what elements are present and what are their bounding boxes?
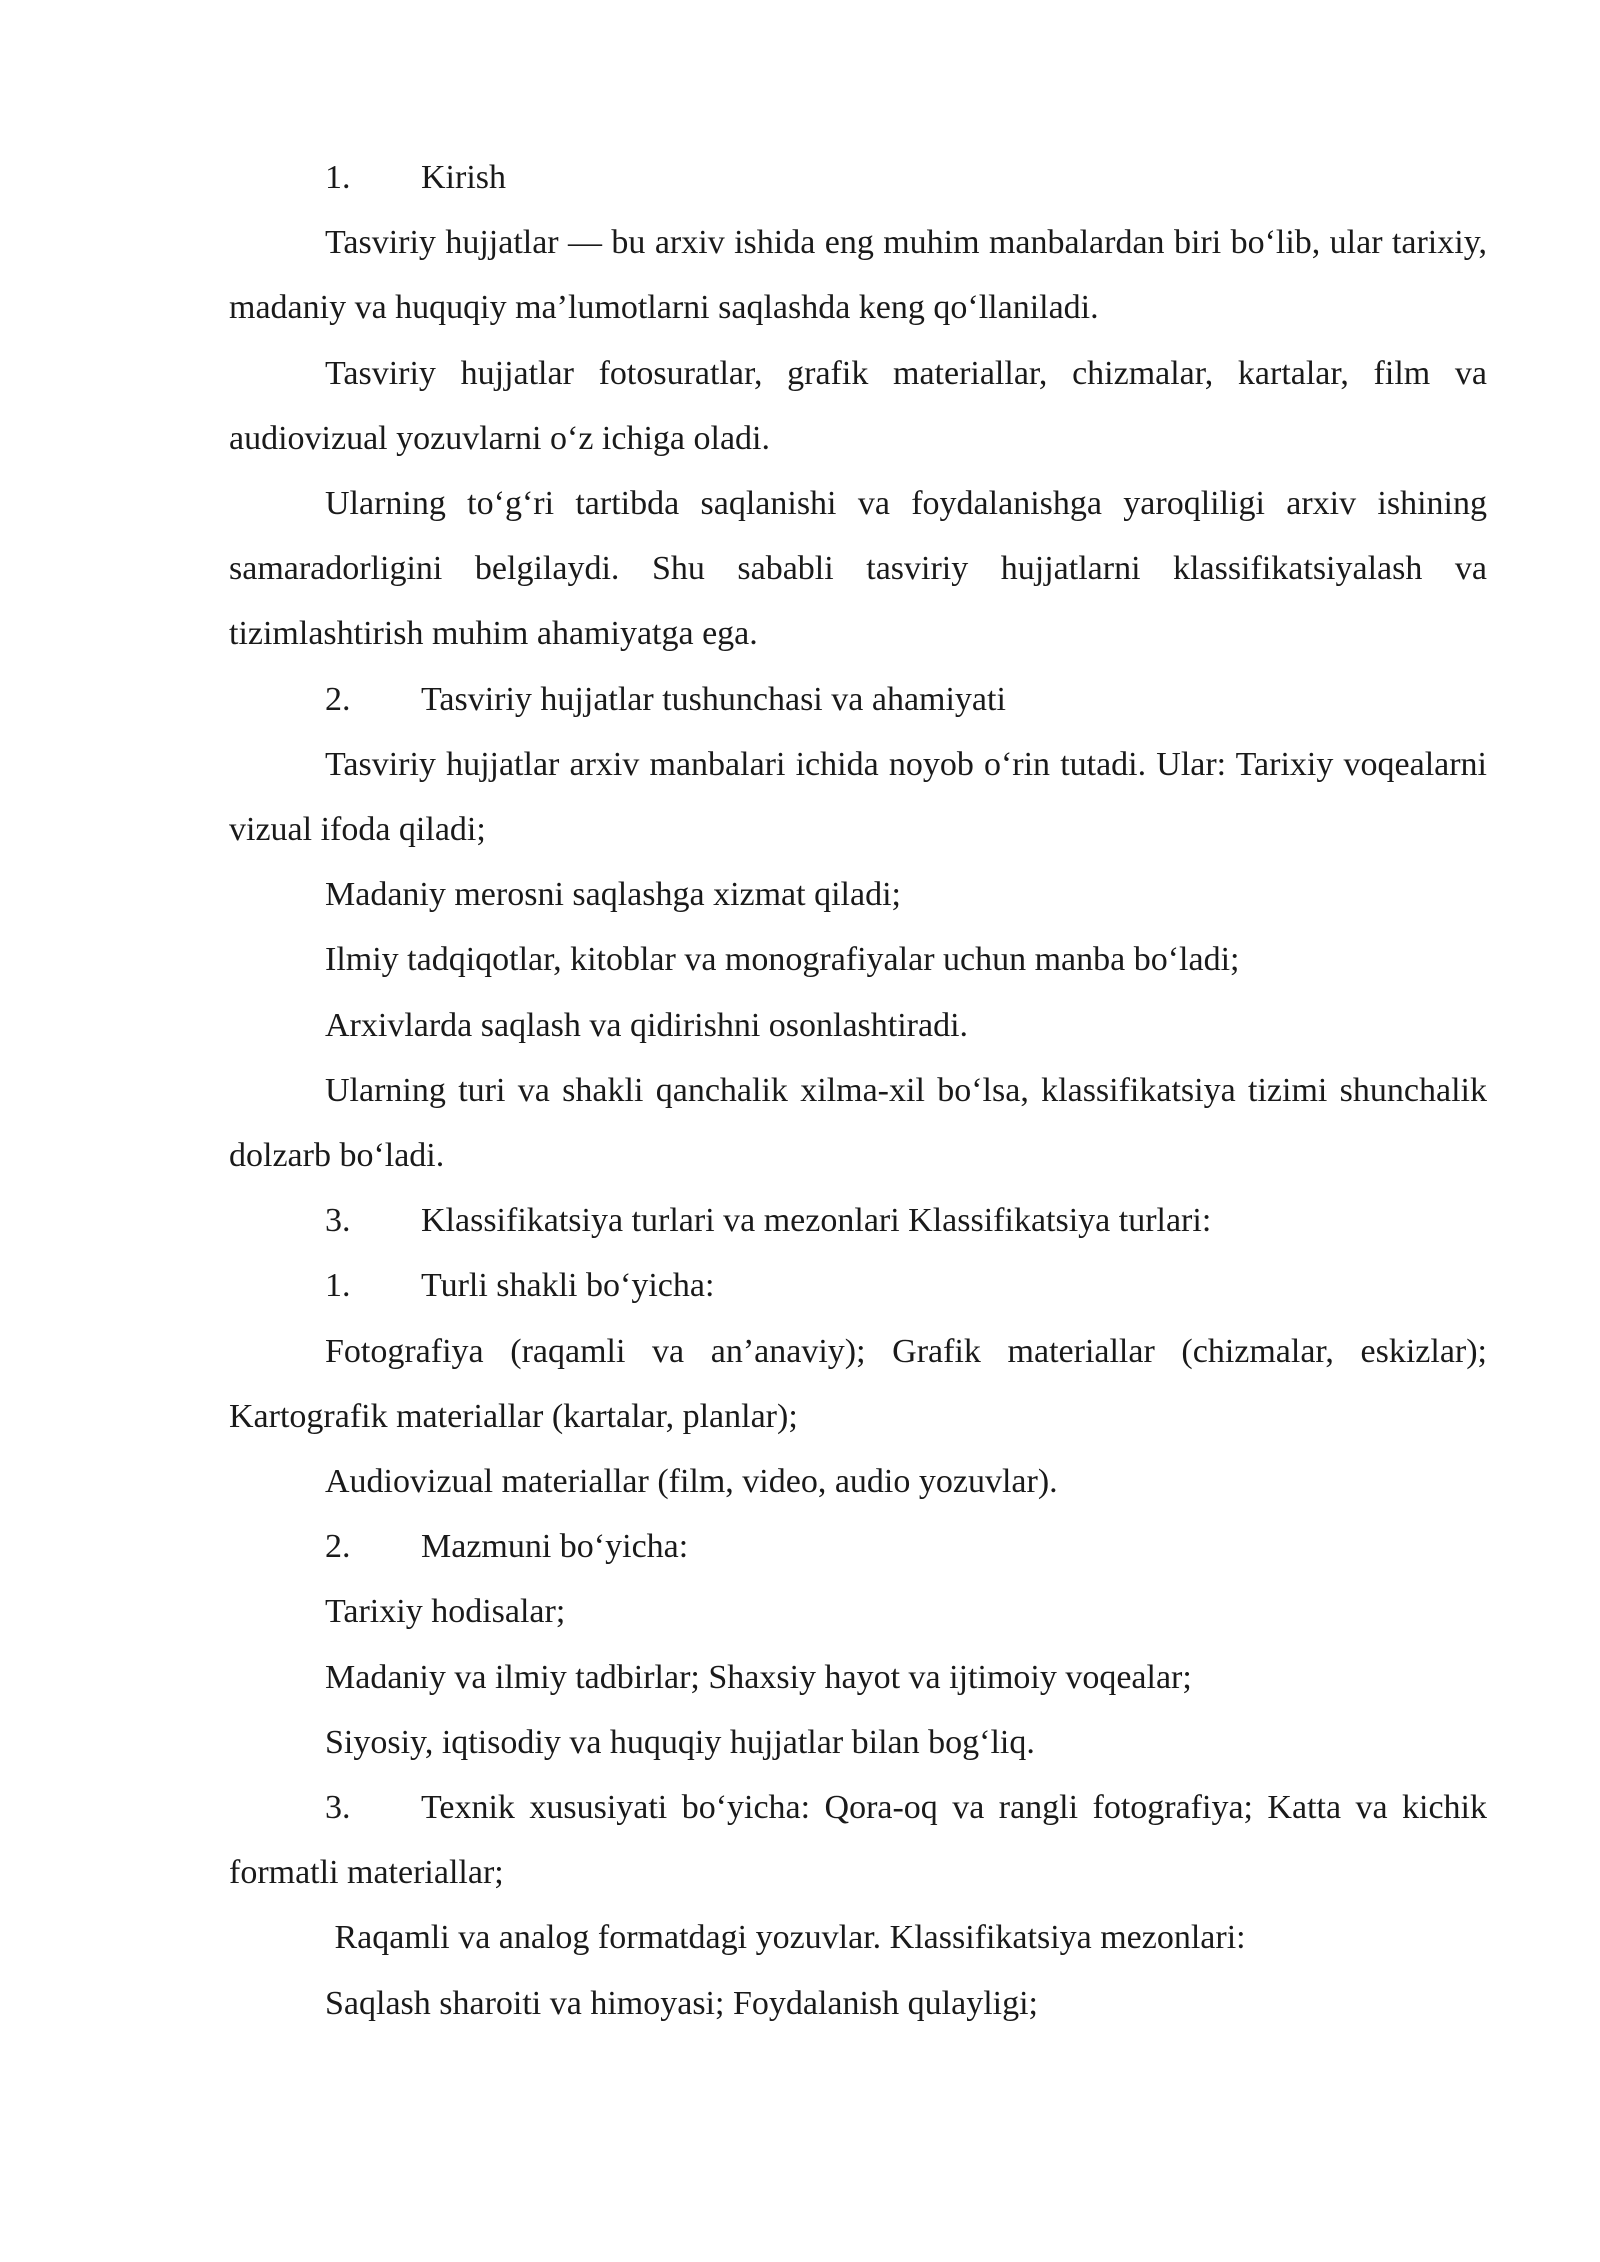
section-heading-klassifikatsiya [229, 1188, 1487, 1253]
paragraph: Ularning to‘g‘ri tartibda saqlanishi va foydalanishga yaroqliligi arxiv ishining samaradorligini belgilaydi. Shu sababli tasviriy hujjatlarni klassifikatsiyalash va tizimlashtirish muhim ahamiyatga ega. [229, 485, 1487, 653]
list-title: Mazmuni bo‘yicha: [421, 1528, 689, 1566]
heading-number: 3. [325, 1202, 351, 1240]
list-title: Turli shakli bo‘yicha: [421, 1267, 715, 1305]
list-number: 1. [325, 1267, 351, 1305]
paragraph: Tarixiy hodisalar; [325, 1593, 566, 1631]
heading-number: 1. [325, 159, 351, 196]
paragraph: Tasviriy hujjatlar — bu arxiv ishida eng muhim manbalardan biri bo‘lib, ular tarixiy, madaniy va huquqiy ma’lumotlarni saqlashda keng qo‘llaniladi. [229, 224, 1487, 327]
section-heading-kirish [229, 145, 1487, 210]
paragraph: Madaniy va ilmiy tadbirlar; Shaxsiy hayot va ijtimoiy voqealar; [325, 1658, 1192, 1696]
list-heading-shakli [229, 1253, 1487, 1318]
paragraph: Saqlash sharoiti va himoyasi; Foydalanish qulayligi; [325, 1984, 1038, 2022]
list-item-texnik [229, 1775, 1487, 1905]
paragraph: Arxivlarda saqlash va qidirishni osonlashtiradi. [325, 1006, 969, 1044]
paragraph-text: Raqamli va analog formatdagi yozuvlar. Klassifikatsiya mezonlari: [334, 1919, 1246, 1957]
document-body [229, 145, 1487, 2036]
list-text: Texnik xususiyati bo‘yicha: Qora-oq va rangli fotografiya; Katta va kichik formatli materiallar; [229, 1789, 1487, 1892]
paragraph: Siyosiy, iqtisodiy va huquqiy hujjatlar bilan bog‘liq. [325, 1723, 1035, 1761]
list-heading-mazmuni [229, 1514, 1487, 1579]
heading-title: Klassifikatsiya turlari va mezonlari Klassifikatsiya turlari: [421, 1202, 1212, 1240]
paragraph: Audiovizual materiallar (film, video, audio yozuvlar). [325, 1463, 1058, 1501]
heading-title: Tasviriy hujjatlar tushunchasi va ahamiyati [421, 680, 1006, 718]
list-number: 3. [325, 1789, 351, 1827]
paragraph [229, 1905, 1487, 1970]
paragraph: Tasviriy hujjatlar fotosuratlar, grafik materiallar, chizmalar, kartalar, film va audiovizual yozuvlarni o‘z ichiga oladi. [229, 354, 1487, 457]
paragraph: Ilmiy tadqiqotlar, kitoblar va monografiyalar uchun manba bo‘ladi; [325, 941, 1240, 979]
paragraph: Madaniy merosni saqlashga xizmat qiladi; [325, 876, 901, 914]
paragraph: Fotografiya (raqamli va an’anaviy); Grafik materiallar (chizmalar, eskizlar); Kartografik materiallar (kartalar, planlar); [229, 1332, 1487, 1435]
list-number: 2. [325, 1528, 351, 1566]
heading-title: Kirish [421, 159, 506, 196]
section-heading-tushuncha [229, 667, 1487, 732]
paragraph: Tasviriy hujjatlar arxiv manbalari ichida noyob o‘rin tutadi. Ular: Tarixiy voqealarni vizual ifoda qiladi; [229, 745, 1487, 849]
paragraph: Ularning turi va shakli qanchalik xilma-xil bo‘lsa, klassifikatsiya tizimi shunchalik dolzarb bo‘ladi. [229, 1071, 1487, 1175]
heading-number: 2. [325, 680, 351, 718]
